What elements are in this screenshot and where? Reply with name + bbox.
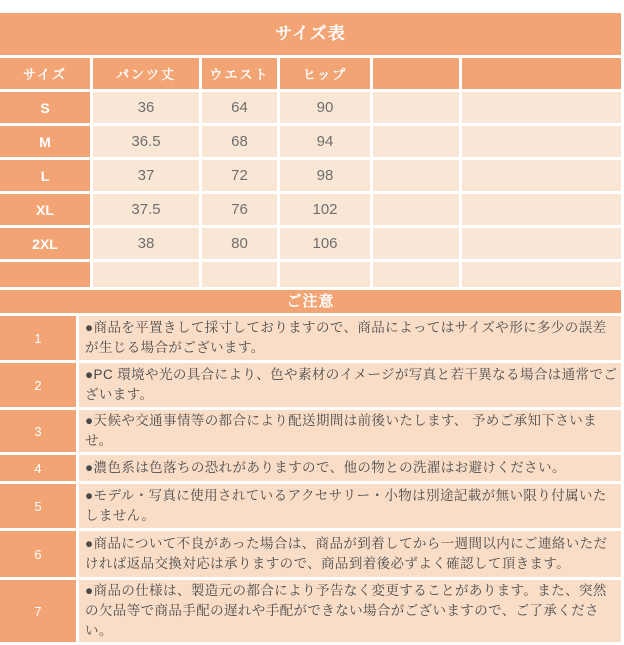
- notice-number-cell: 4: [0, 455, 76, 481]
- notice-number-cell: 5: [0, 484, 76, 528]
- measurement-cell: [373, 262, 459, 287]
- col-header-waist: ウエスト: [202, 58, 277, 89]
- measurement-cell: [462, 228, 621, 259]
- notice-row: [0, 316, 621, 360]
- measurement-cell: [93, 262, 199, 287]
- measurement-cell: 37.5: [93, 194, 199, 225]
- notice-text-cell: ●商品を平置きして採寸しておりますので、商品によってはサイズや形に多少の誤差が生じる場合がございます。: [79, 316, 621, 360]
- measurement-cell: 37: [93, 160, 199, 191]
- measurement-cell: 90: [280, 92, 370, 123]
- size-label-cell: XL: [0, 194, 90, 225]
- notice-text-cell: ●モデル・写真に使用されているアクセサリー・小物は別途記載が無い限り付属いたしません。: [79, 484, 621, 528]
- measurement-cell: [462, 126, 621, 157]
- notice-row: [0, 580, 621, 642]
- size-chart-page: [0, 13, 621, 638]
- size-label-cell: 2XL: [0, 228, 90, 259]
- notice-table: [0, 313, 624, 645]
- size-header-row: [0, 58, 621, 89]
- notice-text-cell: ●商品について不良があった場合は、商品が到着してから一週間以内にご連絡いただければ返品交換対応は承りますので、商品到着後必ずよく確認して頂きます。: [79, 531, 621, 577]
- measurement-cell: 80: [202, 228, 277, 259]
- notice-row: [0, 484, 621, 528]
- notice-row: [0, 455, 621, 481]
- measurement-cell: 36: [93, 92, 199, 123]
- notice-number-cell: 1: [0, 316, 76, 360]
- size-row-2xl: [0, 228, 621, 259]
- notice-text-cell: ●天候や交通事情等の都合により配送期間は前後いたします、 予めご承知下さいませ。: [79, 410, 621, 452]
- measurement-cell: [373, 126, 459, 157]
- measurement-cell: [462, 92, 621, 123]
- measurement-cell: 64: [202, 92, 277, 123]
- col-header-inseam: パンツ丈: [93, 58, 199, 89]
- notice-title: ご注意: [0, 290, 621, 313]
- measurement-cell: [280, 262, 370, 287]
- measurement-cell: [373, 92, 459, 123]
- size-table-title: サイズ表: [0, 13, 621, 55]
- measurement-cell: [373, 194, 459, 225]
- notice-row: [0, 410, 621, 452]
- col-header-hip: ヒップ: [280, 58, 370, 89]
- notice-text-cell: ●商品の仕様は、製造元の都合により予告なく変更することがあります。また、突然の欠品等で商品手配の遅れや手配ができない場合がございますので、ご了承ください。: [79, 580, 621, 642]
- size-row-l: [0, 160, 621, 191]
- measurement-cell: 98: [280, 160, 370, 191]
- size-label-cell: L: [0, 160, 90, 191]
- measurement-cell: [462, 160, 621, 191]
- size-row-empty: [0, 262, 621, 287]
- notice-number-cell: 2: [0, 363, 76, 407]
- size-row-xl: [0, 194, 621, 225]
- size-table: [0, 55, 624, 290]
- measurement-cell: [373, 160, 459, 191]
- measurement-cell: 72: [202, 160, 277, 191]
- measurement-cell: 94: [280, 126, 370, 157]
- measurement-cell: [462, 194, 621, 225]
- notice-number-cell: 6: [0, 531, 76, 577]
- notice-number-cell: 3: [0, 410, 76, 452]
- measurement-cell: 36.5: [93, 126, 199, 157]
- measurement-cell: [373, 228, 459, 259]
- size-label-cell: M: [0, 126, 90, 157]
- measurement-cell: 38: [93, 228, 199, 259]
- size-row-m: [0, 126, 621, 157]
- col-header-empty-2: [462, 58, 621, 89]
- measurement-cell: [202, 262, 277, 287]
- size-row-s: [0, 92, 621, 123]
- col-header-size: サイズ: [0, 58, 90, 89]
- measurement-cell: 76: [202, 194, 277, 225]
- measurement-cell: 102: [280, 194, 370, 225]
- notice-row: [0, 531, 621, 577]
- size-label-cell: [0, 262, 90, 287]
- measurement-cell: 106: [280, 228, 370, 259]
- col-header-empty-1: [373, 58, 459, 89]
- notice-text-cell: ●濃色系は色落ちの恐れがありますので、他の物との洗濯はお避けください。: [79, 455, 621, 481]
- notice-row: [0, 363, 621, 407]
- size-label-cell: S: [0, 92, 90, 123]
- measurement-cell: 68: [202, 126, 277, 157]
- notice-number-cell: 7: [0, 580, 76, 642]
- notice-text-cell: ●PC 環境や光の具合により、色や素材のイメージが写真と若干異なる場合は通常でございます。: [79, 363, 621, 407]
- measurement-cell: [462, 262, 621, 287]
